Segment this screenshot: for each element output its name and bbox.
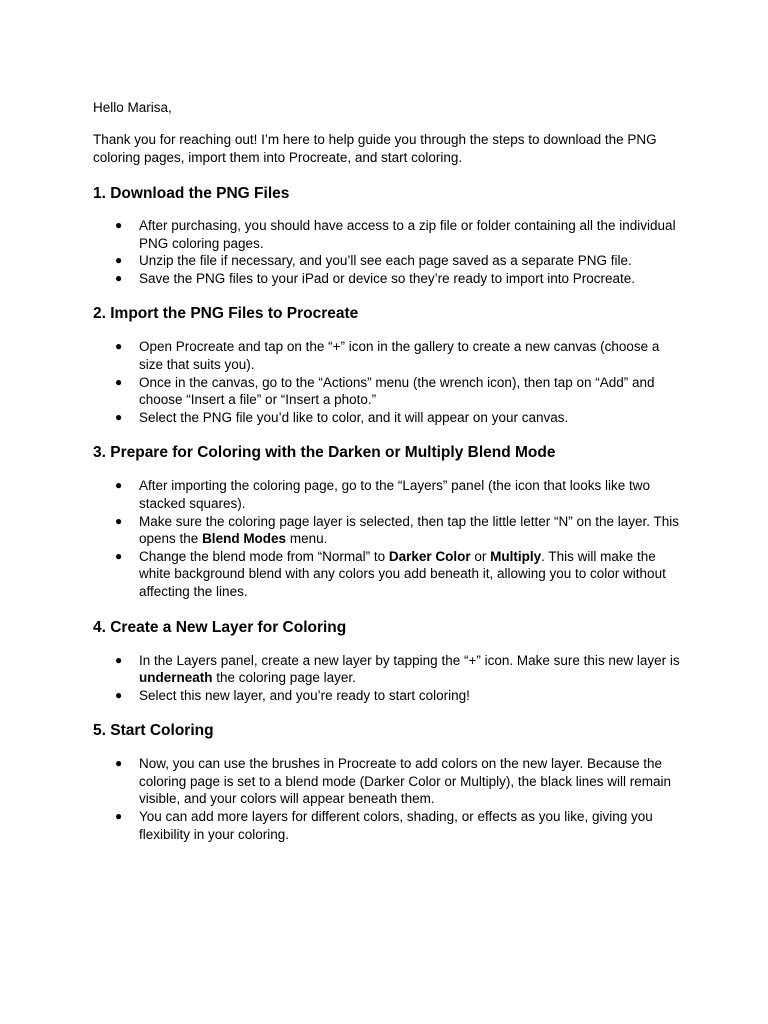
bullet-icon: ●: [115, 687, 123, 702]
list-item: ● After importing the coloring page, go to the “Layers” panel (the icon that looks like two stacked squares).: [115, 478, 651, 511]
bullet-icon: ●: [115, 270, 123, 285]
list-item: ● After purchasing, you should have access to a zip file or folder containing all the individual PNG coloring pages.: [115, 218, 676, 251]
bullet-icon: ●: [115, 756, 123, 771]
section-heading-import: 2. Import the PNG Files to Procreate: [93, 305, 359, 323]
section-list-download: [93, 217, 683, 287]
list-item: ● Select this new layer, and you’re ready to start coloring!: [115, 687, 470, 703]
section-list-import: [93, 338, 683, 426]
intro-paragraph: Thank you for reaching out! I’m here to help guide you through the steps to download the PNG coloring pages, import them into Procreate, and start coloring.: [93, 132, 657, 165]
section-heading-new-layer: 4. Create a New Layer for Coloring: [93, 618, 347, 636]
document-page: [93, 99, 683, 843]
bullet-icon: ●: [115, 809, 123, 824]
bullet-icon: ●: [115, 253, 123, 268]
bullet-icon: ●: [115, 339, 123, 354]
list-item: ● Select the PNG file you’d like to color, and it will appear on your canvas.: [115, 409, 569, 425]
bold-multiply: Multiply: [490, 548, 542, 564]
section-heading-start-coloring: 5. Start Coloring: [93, 722, 214, 740]
bold-underneath: underneath: [139, 670, 213, 686]
section-heading-download: 1. Download the PNG Files: [93, 185, 290, 202]
list-item: ● In the Layers panel, create a new layer by tapping the “+” icon. Make sure this new layer is underneath the coloring page layer.: [115, 652, 680, 686]
list-item: ● Now, you can use the brushes in Procreate to add colors on the new layer. Because the coloring page is set to a blend mode (Darker Color or Multiply), the black lines will remain visible, and your colors will appear beneath them.: [115, 756, 671, 807]
bullet-icon: ●: [115, 478, 123, 493]
section-heading-blend-mode: 3. Prepare for Coloring with the Darken or Multiply Blend Mode: [93, 444, 556, 462]
section-list-start-coloring: [93, 755, 683, 843]
bullet-icon: ●: [115, 218, 123, 232]
bullet-icon: ●: [115, 374, 123, 389]
greeting-line: Hello Marisa,: [93, 100, 172, 115]
bold-blend-modes: Blend Modes: [202, 531, 287, 547]
list-item: ● Change the blend mode from “Normal” to Darker Color or Multiply. This will make the white background blend with any colors you add beneath it, allowing you to color without affecting the lines.: [115, 548, 666, 599]
list-item: ● Unzip the file if necessary, and you’ll see each page saved as a separate PNG file.: [115, 253, 632, 269]
list-item: ● Make sure the coloring page layer is selected, then tap the little letter “N” on the layer. This opens the Blend Modes menu.: [115, 513, 680, 547]
bullet-icon: ●: [115, 409, 123, 424]
section-list-blend-mode: [93, 477, 683, 600]
section-list-new-layer: [93, 652, 683, 705]
bullet-icon: ●: [115, 548, 123, 563]
bullet-icon: ●: [115, 652, 123, 667]
bullet-icon: ●: [115, 513, 123, 528]
list-item: ● Save the PNG files to your iPad or device so they’re ready to import into Procreate.: [115, 270, 635, 286]
list-item: ● You can add more layers for different colors, shading, or effects as you like, giving you flexibility in your coloring.: [115, 809, 653, 842]
list-item: ● Open Procreate and tap on the “+” icon in the gallery to create a new canvas (choose a size that suits you).: [115, 339, 660, 372]
list-item: ● Once in the canvas, go to the “Actions” menu (the wrench icon), then tap on “Add” and choose “Insert a file” or “Insert a photo.”: [115, 374, 655, 408]
bold-darker-color: Darker Color: [388, 548, 471, 564]
